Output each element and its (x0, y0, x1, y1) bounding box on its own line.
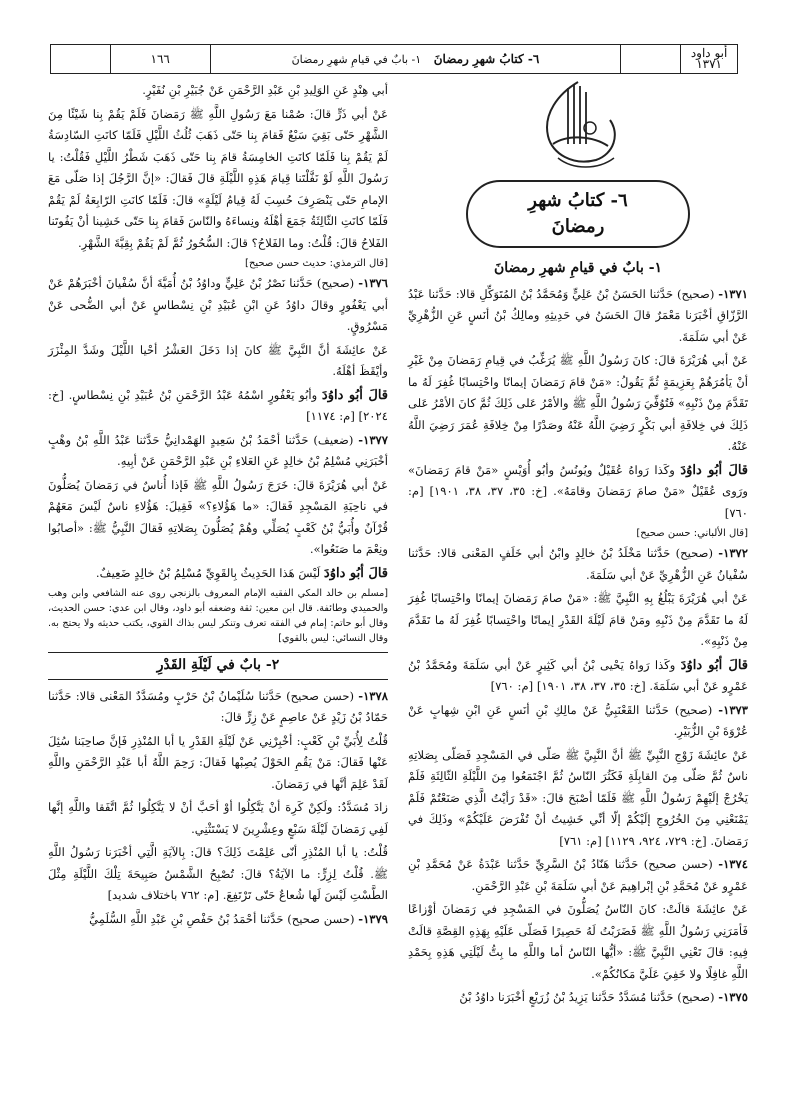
header-book-name: أبو داود (690, 46, 728, 60)
qal-text: وكَذا رَواهُ يَحْيى بْنُ أبي كَثِيرٍ عَنْ أبي سَلَمَةَ ومُحَمَّدُ بْنُ عَمْرٍو عَنْ أبي سَلَمَةَ. [خ: ٣٥، ٣٧، ٣٨، ١٩٠١] [م: ٧٦٠] (408, 657, 748, 693)
hadith-1375 (408, 987, 748, 1009)
header-chapter: ١- بابٌ في قيامِ شهرِ رمضانَ (291, 52, 422, 66)
calligraphy-ornament-icon (518, 74, 638, 174)
hadith-1372-body: عَنْ أبي هُرَيْرَةَ يَبْلُغُ بِهِ النَّبِيَّ ﷺ: «مَنْ صامَ رَمَضانَ إيمانًا واحْتِسابًا غُفِرَ لَهُ ما تَقَدَّمَ مِنْ ذَنْبِهِ ومَنْ قامَ لَيْلَةَ القَدْرِ إيمانًا واحْتِسابًا غُفِرَ لَهُ ما تَقَدَّمَ مِنْ ذَنْبِهِ». (408, 591, 748, 648)
qal-label: قالَ أبُو داوُدَ (680, 462, 748, 478)
qal-text: لَيْسَ هَذا الحَدِيثُ بِالقَوِيِّ مُسْلِمُ بْنُ خالِدٍ ضَعِيفٌ. (95, 565, 321, 580)
qal-abu-dawud-2 (408, 655, 748, 698)
hadith-1377-body: عَنْ أبي هُرَيْرَةَ قالَ: خَرَجَ رَسُولُ اللَّهِ ﷺ فَإذا أُناسٌ في رَمَضانَ يُصَلُّونَ في ناحِيَةِ المَسْجِدِ فَقالَ: «ما هَؤُلاءِ؟» فَقِيلَ: هَؤُلاءِ ناسٌ لَيْسَ مَعَهُمْ قُرْآنٌ وأُبَيُّ بْنُ كَعْبٍ يُصَلِّي وهُمْ يُصَلُّونَ بِصَلاتِهِ فَقالَ النَّبِيُّ ﷺ: «أصابُوا ونِعْمَ ما صَنَعُوا». (48, 477, 388, 556)
header-hadith-range (681, 45, 737, 73)
header-blank-cell (51, 45, 111, 73)
qal-abu-dawud-1 (408, 460, 748, 525)
hadith-number: ١٣٧٧- (358, 432, 389, 447)
hadith-1373 (408, 700, 748, 743)
hadith-1371 (408, 284, 748, 349)
hadith-number: ١٣٧٢- (718, 546, 749, 560)
qal-abu-dawud-3 (48, 385, 388, 428)
header-blank-cell-2 (621, 45, 681, 73)
tirmidhi-grade: [قال الترمذي: حديث حسن صحيح] (245, 258, 388, 269)
hadith-1376-body: عَنْ عائِشَةَ أنَّ النَّبِيَّ ﷺ كانَ إذا دَخَلَ العَشْرُ أحْيا اللَّيْلَ وشَدَّ المِئْزَرَ وأيْقَظَ أهْلَهُ. (48, 342, 388, 378)
header-book-title: ٦- كتابُ شهرِ رمضانَ (433, 52, 540, 66)
hadith-number: ١٣٧٤- (718, 857, 748, 871)
page-body (48, 80, 748, 1090)
bab-2-heading: ٢- بابٌ في لَيْلَةِ القَدْرِ (48, 652, 388, 680)
qal-text: وكَذا رَواهُ عُقَيْلٌ ويُونُسُ وأبُو أُوَيْسٍ «مَنْ قامَ رَمَضانَ» ورَوى عُقَيْلٌ «مَنْ صامَ رَمَضانَ وقامَهُ». [خ: ٣٥، ٣٧، ٣٨، ١٩٠١] [م: ٧٦٠] (408, 462, 748, 520)
right-column (408, 80, 748, 1011)
hadith-number: ١٣٧٦- (358, 276, 389, 290)
hadith-1378 (48, 686, 388, 729)
hadith-1376 (48, 273, 388, 338)
footnote-muslim-bin-khalid: [مسلم بن خالد المكي الفقيه الإمام المعروف بالزنجي روى عنه الشافعي وابن وهب والحميدي وطائفة. قال ابن معين: ثقة وضعفه أبو داود، وقال ابن عدي: حسن الحديث، وقال أبو حاتم: إمام في الفقه تعرف وتنكر ليس بذاك القوي، يكتب حديثه ولا يحتج به. وقال النسائي: ليس بالقوي] (48, 588, 388, 644)
albani-grade: [قال الألباني: حسن صحيح] (636, 528, 748, 539)
qal-label: قالَ أبُو داوُدَ (323, 565, 388, 581)
left-column (48, 80, 388, 932)
hadith-1378-body-3: قُلْتُ: يا أبا المُنْذِرِ أنّى عَلِمْتَ ذَلِكَ؟ قالَ: بِالآيَةِ الَّتِي أخْبَرَنا رَسُولُ اللَّهِ ﷺ. قُلْتُ لِزِرٍّ: ما الآيَةُ؟ قالَ: تُصْبِحُ الشَّمْسُ صَبِيحَةَ تِلْكَ اللَّيْلَةِ مِثْلَ الطَّسْتِ لَيْسَ لَها شُعاعٌ حَتّى تَرْتَفِعَ. [م: ٧٦٢ باختلاف شديد] (48, 845, 388, 902)
hadith-number: ١٣٧٣- (718, 702, 749, 717)
hadith-number: ١٣٧٩- (358, 911, 388, 926)
header-title (211, 45, 622, 73)
qal-label: قالَ أبُو داوُدَ (680, 657, 748, 673)
hadith-1379 (48, 909, 388, 931)
hadith-isnad: (صحيح) حَدَّثنا الحَسَنُ بْنُ عَلِيٍّ وَمُحَمَّدُ بْنُ المُتَوَكِّلِ قالا: حَدَّثنا عَبْدُ الرَّزّاقِ أخْبَرَنا مَعْمَرٌ قالَ الحَسَنُ في حَدِيثِهِ ومالِكُ بْنُ أنَسٍ عَنِ الزُّهْرِيِّ عَنْ أبي سَلَمَةَ. (408, 286, 748, 344)
hadith-isnad: (صحيح) حَدَّثنا مَخْلَدُ بْنُ خالِدٍ وابْنُ أبي خَلَفٍ المَعْنى قالا: حَدَّثنا سُفْيانُ عَنِ الزُّهْرِيِّ عَنْ أبي سَلَمَةَ. (408, 546, 748, 582)
qal-label: قالَ أبُو داوُدَ (321, 387, 389, 403)
hadith-1377 (48, 430, 388, 473)
hadith-1371-body: عَنْ أبي هُرَيْرَةَ قالَ: كانَ رَسُولُ اللَّهِ ﷺ يُرَغِّبُ في قِيامِ رَمَضانَ مِنْ غَيْرِ أنْ يَأمُرَهُمْ بِعَزِيمَةٍ ثُمَّ يَقُولُ: «مَنْ قامَ رَمَضانَ إيمانًا واحْتِسابًا غُفِرَ لَهُ ما تَقَدَّمَ مِنْ ذَنْبِهِ» فَتُوُفِّيَ رَسُولُ اللَّهِ ﷺ والأمْرُ عَلى ذَلِكَ ثُمَّ كانَ الأمْرُ عَلى ذَلِكَ في خِلافَةِ أبي بَكْرٍ رَضِيَ اللَّهُ عَنْهُ وصَدْرًا مِنْ خِلافَةِ عُمَرَ رَضِيَ اللَّهُ عَنْهُ. (408, 353, 748, 453)
hadith-isnad: (حسن صحيح) حَدَّثنا هَنّادُ بْنُ السَّرِيِّ حَدَّثنا عَبْدَةُ عَنْ مُحَمَّدِ بْنِ عَمْرٍو عَنْ مُحَمَّدِ بْنِ إبْراهِيمَ عَنْ أبي سَلَمَةَ بْنِ عَبْدِ الرَّحْمَنِ. (408, 857, 748, 893)
hadith-isnad: (صحيح) حَدَّثنا نَصْرُ بْنُ عَلِيٍّ وداوُدُ بْنُ أُمَيَّةَ أنَّ سُفْيانَ أخْبَرَهُمْ عَنْ أبي يَعْفُورٍ وقالَ داوُدُ عَنِ ابْنِ عُبَيْدِ بْنِ نِسْطاسٍ عَنْ أبي الضُّحى عَنْ مَسْرُوقٍ. (48, 276, 388, 333)
hadith-1375-continued: أبي هِنْدٍ عَنِ الوَلِيدِ بْنِ عَبْدِ الرَّحْمَنِ عَنْ جُبَيْرِ بْنِ نُفَيْرٍ. (142, 83, 388, 97)
hadith-isnad: (ضعيف) حَدَّثنا أحْمَدُ بْنُ سَعِيدٍ الهَمْدانِيُّ حَدَّثنا عَبْدُ اللَّهِ بْنُ وهْبٍ أخْبَرَنِي مُسْلِمُ بْنُ خالِدٍ عَنِ العَلاءِ بْنِ عَبْدِ الرَّحْمَنِ عَنْ أبِيهِ. (48, 432, 388, 468)
kitab-title-box (466, 180, 690, 248)
hadith-number: ١٣٧٥- (718, 990, 748, 1004)
bab-1-heading: ١- بابٌ في قيامِ شهرِ رمضانَ (493, 260, 663, 276)
hadith-number: ١٣٧١- (718, 286, 748, 301)
qal-text: وأبُو يَعْفُورٍ اسْمُهُ عَبْدُ الرَّحْمَنِ بْنُ عُبَيْدِ بْنِ نِسْطاسٍ. [خ: ٢٠٢٤] [م: ١١٧٤] (48, 387, 388, 423)
hadith-1374-body: عَنْ عائِشَةَ قالَتْ: كانَ النّاسُ يُصَلُّونَ في المَسْجِدِ في رَمَضانَ أوْزاعًا فَأمَرَنِي رَسُولُ اللَّهِ ﷺ فَضَرَبْتُ لَهُ حَصِيرًا فَصَلّى عَلَيْهِ بِهَذِهِ القِصَّةِ قالَتْ فِيهِ: قالَ تَعْنِي النَّبِيَّ ﷺ: «أيُّها النّاسُ أما واللَّهِ ما بِتُّ لَيْلَتِي هَذِهِ بِحَمْدِ اللَّهِ غافِلًا ولا خَفِيَ عَلَيَّ مَكانُكُمْ». (408, 902, 748, 981)
hadith-number: ١٣٧٨- (358, 688, 388, 703)
hadith-isnad: (صحيح) حَدَّثنا القَعْنَبِيُّ عَنْ مالِكِ بْنِ أنَسٍ عَنِ ابْنِ شِهابٍ عَنْ عُرْوَةَ بْنِ الزُّبَيْرِ. (408, 702, 748, 738)
hadith-1372 (408, 543, 748, 586)
header-range: ١٣٧١ (696, 57, 722, 71)
hadith-isnad: (صحيح) حَدَّثنا مُسَدَّدٌ حَدَّثنا يَزِيدُ بْنُ زُرَيْعٍ أخْبَرَنا داوُدُ بْنُ (459, 990, 715, 1004)
qal-abu-dawud-4 (48, 563, 388, 585)
hadith-1373-body: عَنْ عائِشَةَ زَوْجِ النَّبِيِّ ﷺ أنَّ النَّبِيَّ ﷺ صَلّى في المَسْجِدِ فَصَلّى بِصَلاتِهِ ناسٌ ثُمَّ صَلّى مِنَ القابِلَةِ فَكَثُرَ النّاسُ ثُمَّ اجْتَمَعُوا مِنَ اللَّيْلَةِ الثّالِثَةِ فَلَمْ يَخْرُجْ إلَيْهِمْ رَسُولُ اللَّهِ ﷺ فَلَمّا أصْبَحَ قالَ: «قَدْ رَأيْتُ الَّذِي صَنَعْتُمْ فَلَمْ يَمْنَعْنِي مِنَ الخُرُوجِ إلَيْكُمْ إلّا أنِّي خَشِيتُ أنْ تُفْرَضَ عَلَيْكُمْ» وذَلِكَ في رَمَضانَ. [خ: ٧٢٩، ٩٢٤، ١١٢٩] [م: ٧٦١] (408, 747, 748, 848)
kitab-title-line2: رمضانَ (551, 216, 605, 237)
hadith-1378-body: قُلْتُ لِأُبَيِّ بْنِ كَعْبٍ: أخْبِرْنِي عَنْ لَيْلَةِ القَدْرِ يا أبا المُنْذِرِ فَإنَّ صاحِبَنا سُئِلَ عَنْها فَقالَ: مَنْ يَقُمِ الحَوْلَ يُصِبْها فَقالَ: رَحِمَ اللَّهُ أبا عَبْدِ الرَّحْمَنِ واللَّهِ لَقَدْ عَلِمَ أنَّها في رَمَضانَ. (48, 733, 388, 791)
page-header (50, 44, 738, 74)
kitab-title-line1: ٦- كتابُ شهرِ (528, 190, 628, 211)
hadith-1378-body-2: زادَ مُسَدَّدٌ: ولَكِنْ كَرِهَ أنْ يَتَّكِلُوا أوْ أحَبَّ أنْ لا يَتَّكِلُوا ثُمَّ اتَّفَقا واللَّهِ إنَّها لَفِي رَمَضانَ لَيْلَةَ سَبْعٍ وعِشْرِينَ لا يَسْتَثْنِي. (48, 800, 388, 836)
hadith-1375-body: عَنْ أبي ذَرٍّ قالَ: صُمْنا مَعَ رَسُولِ اللَّهِ ﷺ رَمَضانَ فَلَمْ يَقُمْ بِنا شَيْئًا مِنَ الشَّهْرِ حَتّى بَقِيَ سَبْعٌ فَقامَ بِنا حَتّى ذَهَبَ ثُلُثُ اللَّيْلِ فَلَمّا كانَتِ السّادِسَةُ لَمْ يَقُمْ بِنا فَلَمّا كانَتِ الخامِسَةُ قامَ بِنا حَتّى ذَهَبَ شَطْرُ اللَّيْلِ فَقُلْتُ: يا رَسُولَ اللَّهِ لَوْ نَفَّلْتَنا قِيامَ هَذِهِ اللَّيْلَةِ قالَ فَقالَ: «إنَّ الرَّجُلَ إذا صَلّى مَعَ الإمامِ حَتّى يَنْصَرِفَ حُسِبَ لَهُ قِيامُ لَيْلَةٍ» قالَ: فَلَمّا كانَتِ الرّابِعَةُ لَمْ يَقُمْ فَلَمّا كانَتِ الثّالِثَةُ جَمَعَ أهْلَهُ ونِساءَهُ والنّاسَ فَقامَ بِنا حَتّى خَشِينا أنْ يَفُوتَنا الفَلاحُ قالَ: قُلْتُ: وما الفَلاحُ؟ قالَ: السُّحُورُ ثُمَّ لَمْ يَقُمْ بِقِيَّةَ الشَّهْرِ. (48, 106, 388, 250)
hadith-isnad: (حسن صحيح) حَدَّثنا أحْمَدُ بْنُ حَفْصِ بْنِ عَبْدِ اللَّهِ السُّلَمِيُّ (89, 911, 355, 926)
page-number: ١٦٦ (111, 45, 211, 73)
hadith-isnad: (حسن صحيح) حَدَّثنا سُلَيْمانُ بْنُ حَرْبٍ ومُسَدَّدٌ المَعْنى قالا: حَدَّثنا حَمّادُ بْنُ زَيْدٍ عَنْ عاصِمٍ عَنْ زِرٍّ قالَ: (48, 688, 388, 724)
hadith-1374 (408, 854, 748, 897)
